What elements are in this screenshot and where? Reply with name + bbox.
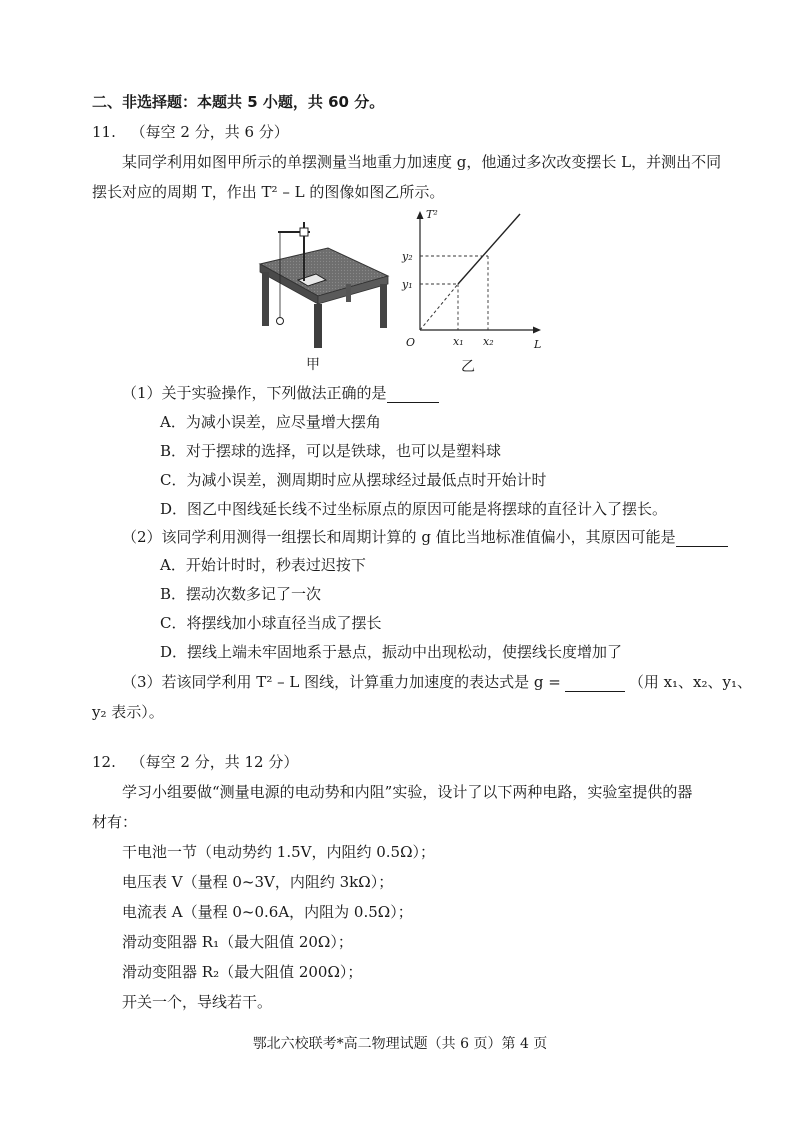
answer-blank-3[interactable]: [565, 675, 625, 692]
data-line: [458, 214, 520, 284]
y1-label: y₁: [402, 278, 413, 291]
x-axis-arrow-icon: [533, 327, 541, 334]
q11-part3-stem: （3）若该同学利用 T² – L 图线，计算重力加速度的表达式是 g = （用 x₁、x₂、y₁、: [122, 673, 753, 691]
answer-blank-1[interactable]: [387, 386, 439, 403]
line-extension-dashed: [420, 284, 458, 330]
q11-part1-option-c: C．为减小误差，测周期时应从摆球经过最低点时开始计时: [160, 471, 547, 489]
y-axis-label: T²: [426, 208, 438, 221]
equipment-item: 干电池一节（电动势约 1.5V，内阻约 0.5Ω）；: [122, 843, 436, 861]
x-axis-label: L: [534, 338, 542, 351]
q11-intro-line1: 某同学利用如图甲所示的单摆测量当地重力加速度 g，他通过多次改变摆长 L，并测出不同: [122, 153, 722, 171]
t-squared-vs-length-graph: [398, 206, 548, 352]
q11-part1-option-b: B．对于摆球的选择，可以是铁球，也可以是塑料球: [160, 442, 502, 460]
question-number: 11.: [92, 123, 116, 141]
q11-part1-option-a: A．为减小误差，应尽量增大摆角: [160, 413, 381, 431]
equipment-item: 电压表 V（量程 0~3V，内阻约 3kΩ）；: [122, 873, 394, 891]
equipment-item: 滑动变阻器 R₁（最大阻值 20Ω）；: [122, 933, 353, 951]
figure-b-caption: 乙: [461, 359, 475, 375]
q11-part2-option-d: D．摆线上端未牢固地系于悬点，振动中出现松动，使摆线长度增加了: [160, 643, 623, 661]
equipment-item: 滑动变阻器 R₂（最大阻值 200Ω）；: [122, 963, 363, 981]
q11-intro-line2: 摆长对应的周期 T，作出 T² – L 的图像如图乙所示。: [92, 183, 445, 201]
equipment-item: 开关一个，导线若干。: [122, 993, 273, 1011]
q11-part2-option-c: C．将摆线加小球直径当成了摆长: [160, 614, 382, 632]
equipment-item: 电流表 A（量程 0~0.6A，内阻为 0.5Ω）；: [122, 903, 413, 921]
answer-blank-2[interactable]: [676, 530, 728, 547]
question-number: 12.: [92, 753, 116, 771]
q11-part3-stem-cont: y₂ 表示）。: [92, 703, 164, 721]
pendulum-table-figure: [250, 218, 400, 350]
q11-part2-option-b: B．摆动次数多记了一次: [160, 585, 322, 603]
score-note: （每空 2 分，共 6 分）: [130, 123, 289, 141]
question-12-header: [92, 752, 298, 772]
q12-intro-line1: 学习小组要做“测量电源的电动势和内阻”实验，设计了以下两种电路，实验室提供的器: [122, 783, 693, 801]
x1-label: x₁: [453, 335, 464, 348]
score-note: （每空 2 分，共 12 分）: [130, 753, 299, 771]
q11-part2-stem: （2）该同学利用测得一组摆长和周期计算的 g 值比当地标准值偏小，其原因可能是: [122, 527, 728, 547]
y-axis-arrow-icon: [417, 211, 424, 219]
x2-label: x₂: [483, 335, 494, 348]
figure-a-caption: 甲: [306, 357, 320, 373]
section-heading: 二、非选择题：本题共 5 小题，共 60 分。: [92, 93, 385, 111]
y2-label: y₂: [402, 250, 413, 263]
origin-label: O: [406, 336, 416, 349]
q11-part2-option-a: A．开始计时时，秒表过迟按下: [160, 556, 366, 574]
q12-intro-line2: 材有：: [92, 813, 138, 831]
q11-part1-option-d: D．图乙中图线延长线不过坐标原点的原因可能是将摆球的直径计入了摆长。: [160, 500, 668, 518]
page-footer: 鄂北六校联考*高二物理试题（共 6 页）第 4 页: [252, 1036, 548, 1052]
q11-part1-stem: （1）关于实验操作，下列做法正确的是: [122, 383, 439, 403]
question-11-header: [92, 122, 289, 142]
